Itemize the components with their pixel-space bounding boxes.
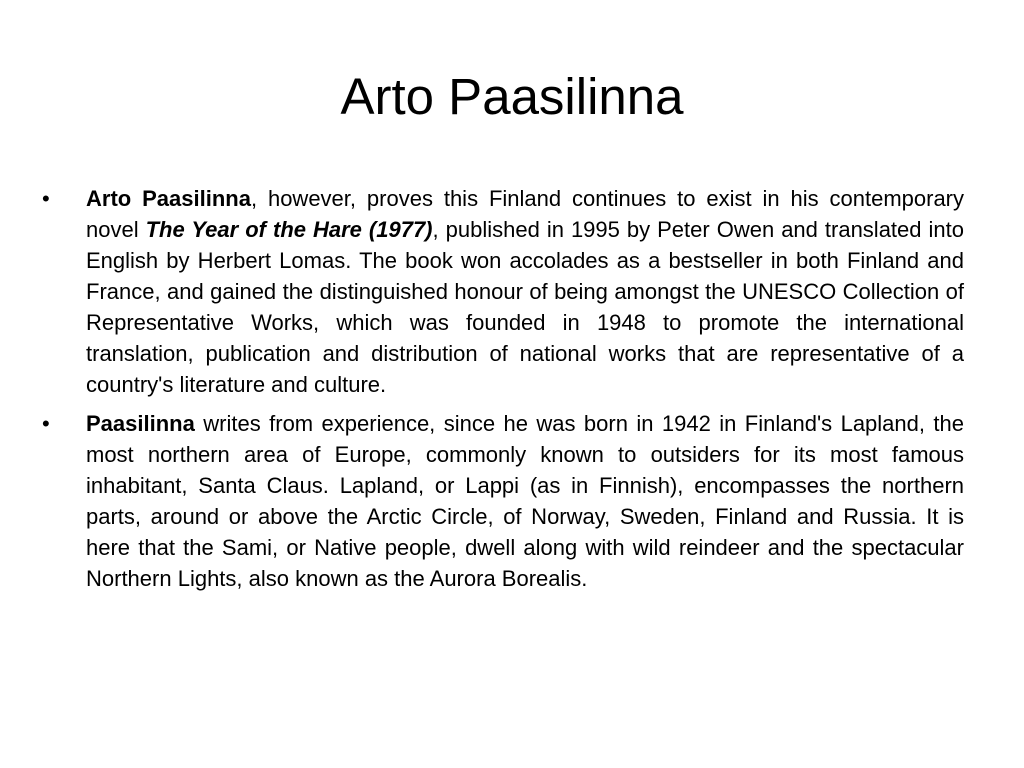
bullet-text: , published in 1995 by Peter Owen and translated into English by Herbert Lomas. The book won accolades as a bestseller in both Finland and France, and gained the distinguished honour of being amongst the UNESCO Collection of Representative Works, which was founded in 1948 to promote the international translation, publication and distribution of national works that are representative of a country's literature and culture.	[86, 217, 964, 397]
slide-title: Arto Paasilinna	[340, 68, 684, 125]
bullet-marker: •	[42, 186, 50, 211]
author-name: Arto Paasilinna	[86, 186, 251, 211]
bullet-text: writes from experience, since he was born in 1942 in Finland's Lapland, the most northern area of Europe, commonly known to outsiders for its most famous inhabitant, Santa Claus. Lapland, or Lappi (as in Finnish), encompasses the northern parts, around or above the Arctic Circle, of Norway, Sweden, Finland and Russia. It is here that the Sami, or Native people, dwell along with wild reindeer and the spectacular Northern Lights, also known as the Aurora Borealis.	[86, 411, 964, 591]
author-surname: Paasilinna	[86, 411, 195, 436]
bullet-item-2	[42, 408, 964, 594]
bullet-list	[42, 183, 964, 602]
bullet-item-1	[42, 183, 964, 400]
bullet-marker: •	[42, 411, 50, 436]
novel-title: The Year of the Hare (1977)	[145, 217, 433, 242]
bullet-text: , however, proves this Finland continues to exist in his contemporary novel	[86, 186, 965, 242]
